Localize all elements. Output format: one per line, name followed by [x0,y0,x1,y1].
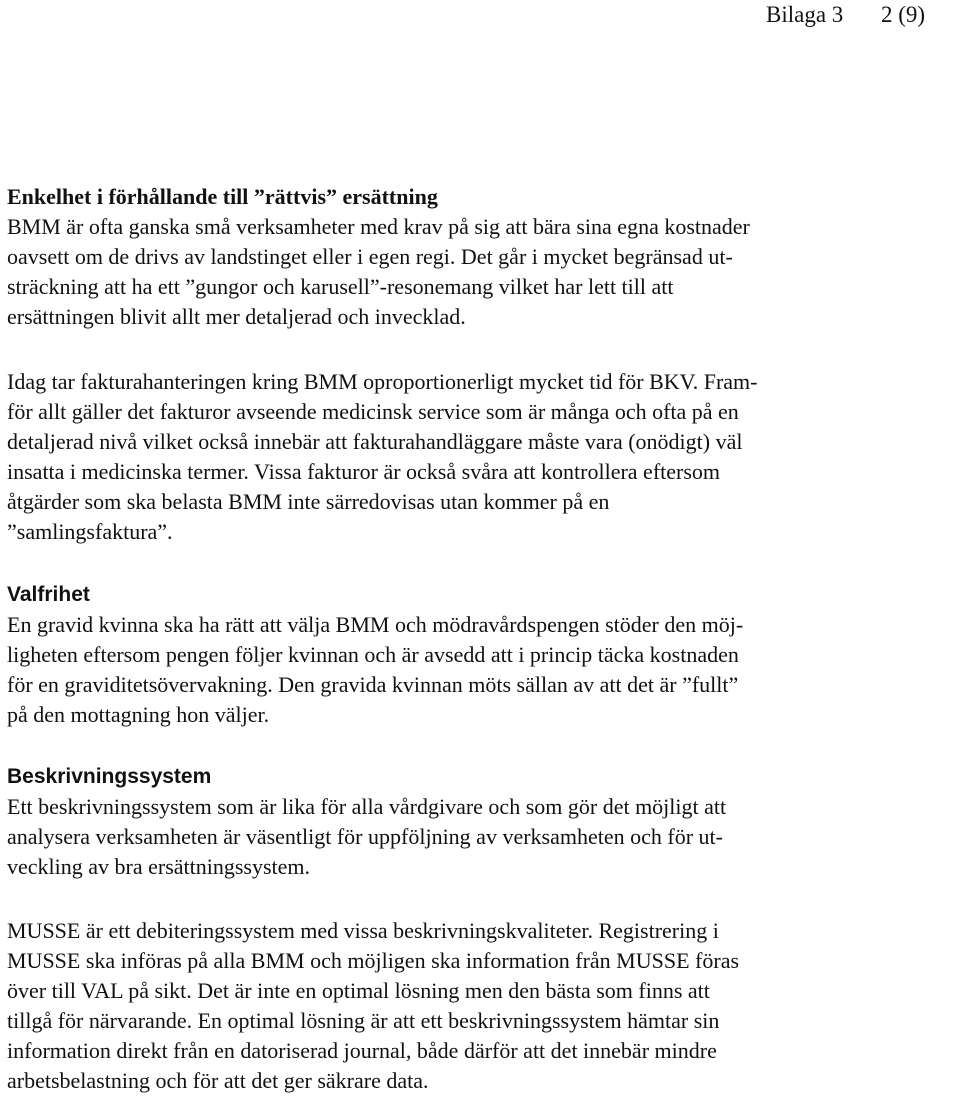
paragraph-line: MUSSE är ett debiteringssystem med vissa beskrivningskvaliteter. Registrering i [7,918,719,943]
paragraph-line: MUSSE ska införas på alla BMM och möjligen ska information från MUSSE föras [7,948,740,973]
paragraph-line: Ett beskrivningssystem som är lika för alla vårdgivare och som gör det möjligt att [7,794,727,819]
section-freedom-of-choice [7,580,952,730]
paragraph-musse [7,916,952,1096]
paragraph-line: över till VAL på sikt. Det är inte en optimal lösning men den bästa som finns att [7,978,710,1003]
header-attachment-label: Bilaga 3 [766,2,844,27]
paragraph-line: för en graviditetsövervakning. Den gravida kvinnan möts sällan av att det är ”fullt” [7,672,739,697]
page-header [0,0,960,32]
paragraph-line: detaljerad nivå vilket också innebär att fakturahandläggare måste vara (onödigt) väl [7,429,743,454]
paragraph-line: ersättningen blivit allt mer detaljerad och invecklad. [7,304,466,329]
section-description-system [7,762,952,882]
section-heading: Beskrivningssystem [7,765,212,788]
paragraph-line: sträckning att ha ett ”gungor och karusell”-resonemang vilket har lett till att [7,274,674,299]
paragraph-line: En gravid kvinna ska ha rätt att välja BMM och mödravårdspengen stöder den möj- [7,612,744,637]
paragraph-line: analysera verksamheten är väsentligt för uppföljning av verksamheten och för ut- [7,824,723,849]
section-heading: Valfrihet [7,583,90,606]
paragraph-line: för allt gäller det fakturor avseende medicinsk service som är många och ofta på en [7,399,739,424]
paragraph-line: tillgå för närvarande. En optimal lösning är att ett beskrivningssystem hämtar sin [7,1008,720,1033]
paragraph-line: BMM är ofta ganska små verksamheter med krav på sig att bära sina egna kostnader [7,214,750,239]
paragraph-line: Idag tar fakturahanteringen kring BMM oproportionerligt mycket tid för BKV. Fram- [7,369,758,394]
paragraph-line: oavsett om de drivs av landstinget eller i egen regi. Det går i mycket begränsad ut- [7,244,733,269]
section-simplicity [7,182,952,332]
paragraph-line: veckling av bra ersättningssystem. [7,854,311,879]
header-page-number: 2 (9) [881,2,926,27]
paragraph-line: arbetsbelastning och för att det ger säkrare data. [7,1068,429,1093]
paragraph-line: ”samlingsfaktura”. [7,519,173,544]
paragraph-line: ligheten eftersom pengen följer kvinnan och är avsedd att i princip täcka kostnaden [7,642,739,667]
paragraph-invoicing [7,367,952,547]
paragraph-line: åtgärder som ska belasta BMM inte särredovisas utan kommer på en [7,489,610,514]
paragraph-line: information direkt från en datoriserad journal, både därför att det innebär mindre [7,1038,717,1063]
paragraph-line: på den mottagning hon väljer. [7,702,270,727]
paragraph-line: insatta i medicinska termer. Vissa fakturor är också svåra att kontrollera eftersom [7,459,721,484]
section-heading: Enkelhet i förhållande till ”rättvis” ersättning [7,184,438,209]
